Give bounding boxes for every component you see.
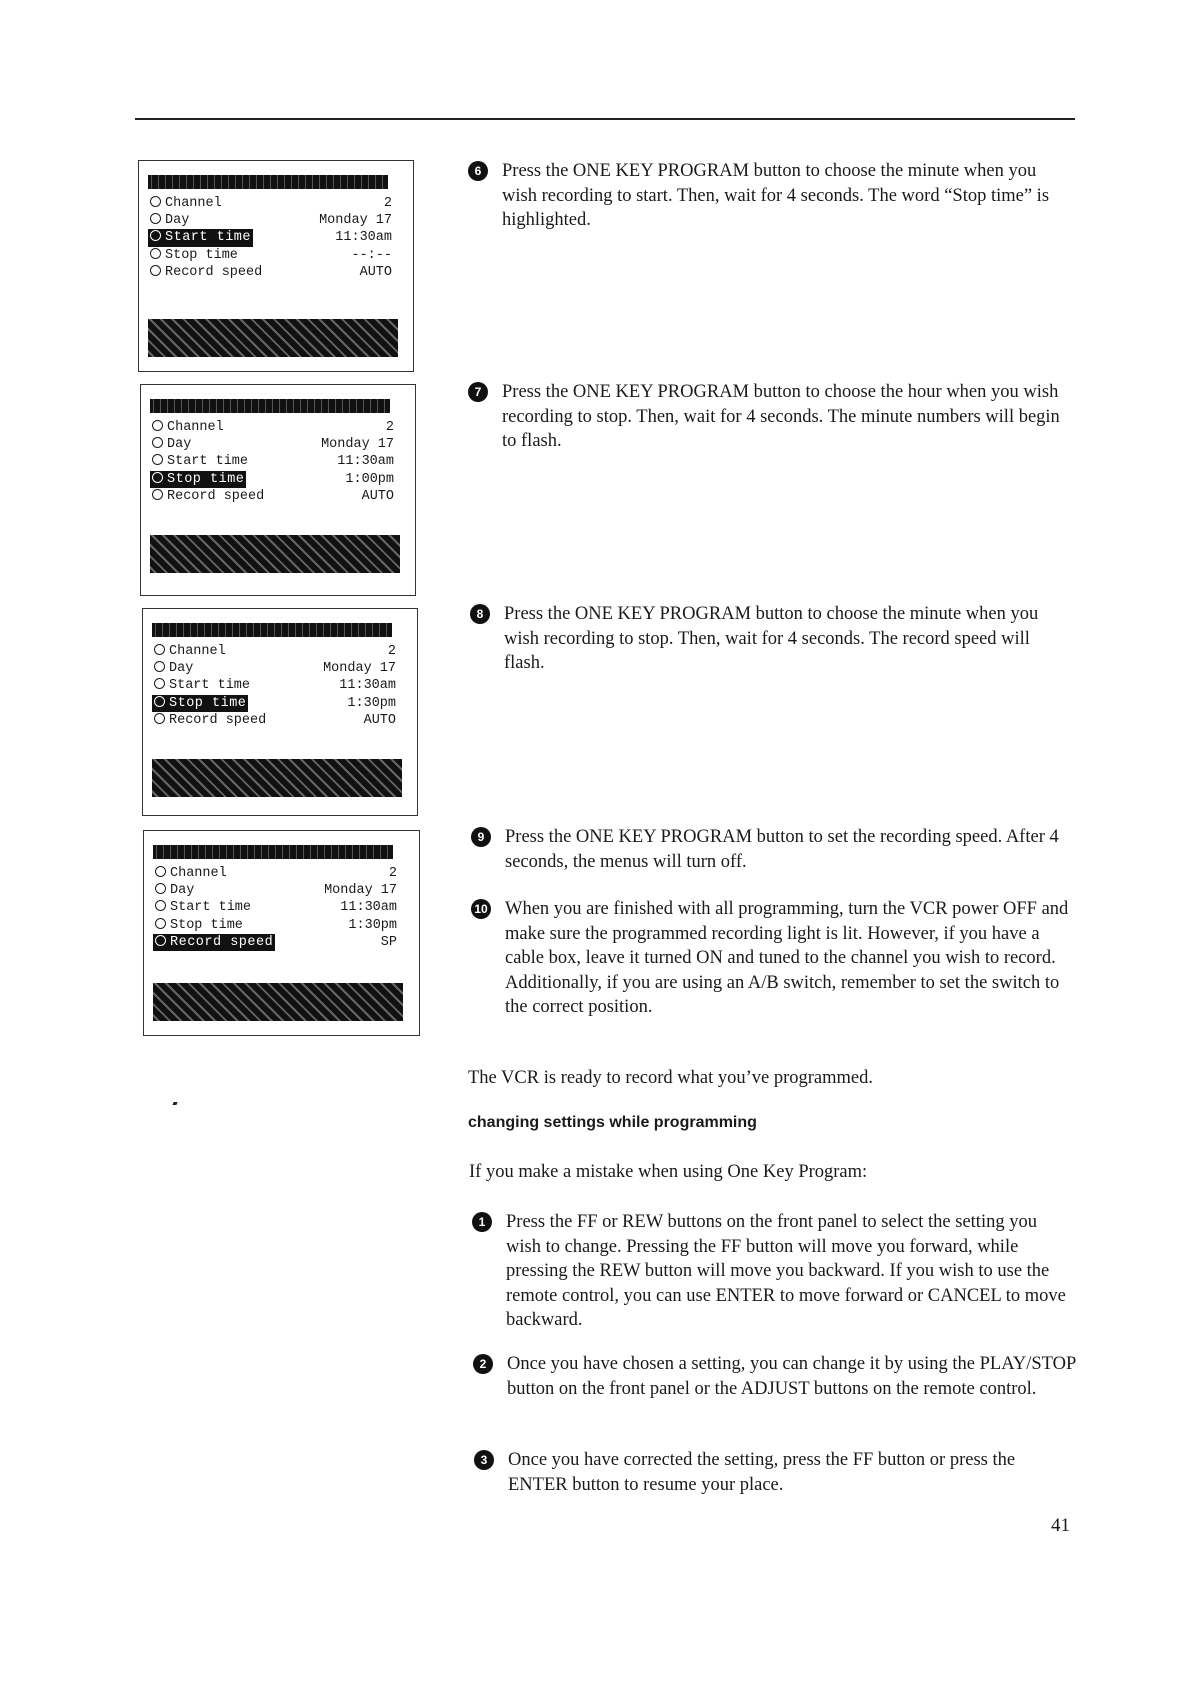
osd-menu	[153, 865, 403, 951]
bullet-icon	[150, 196, 161, 207]
fix-step-2	[479, 1352, 1077, 1401]
bullet-icon	[152, 454, 163, 465]
osd-title-bar	[150, 399, 390, 413]
menu-row-stop-time: Stop time --:--	[148, 247, 398, 264]
bullet-icon	[150, 248, 161, 259]
menu-row-start-time: Start time 11:30am	[152, 677, 402, 694]
section-heading: changing settings while programming	[468, 1114, 757, 1131]
mistake-intro: If you make a mistake when using One Key Program:	[469, 1162, 868, 1182]
step-number-icon: 8	[470, 604, 490, 624]
menu-row-day: Day Monday 17	[150, 436, 400, 453]
osd-screen	[142, 608, 418, 816]
page-number: 41	[1051, 1515, 1070, 1536]
step-text: Press the ONE KEY PROGRAM button to choose the minute when you wish recording to stop. Then, wait for 4 seconds. The record speed will flash.	[504, 604, 1039, 673]
menu-row-stop-time: Stop time 1:00pm	[150, 471, 400, 488]
osd-menu	[150, 419, 400, 505]
step-text: Press the ONE KEY PROGRAM button to set the recording speed. After 4 seconds, the menus will turn off.	[505, 827, 1059, 872]
bullet-icon	[155, 883, 166, 894]
bullet-icon	[155, 935, 166, 946]
fix-step-3	[480, 1448, 1068, 1497]
osd-menu	[152, 643, 402, 729]
step-text: Press the ONE KEY PROGRAM button to choose the minute when you wish recording to start. Then, wait for 4 seconds. The word “Stop time” is highlighted.	[502, 161, 1050, 230]
bullet-icon	[154, 661, 165, 672]
bullet-icon	[150, 265, 161, 276]
menu-row-day: Day Monday 17	[153, 882, 403, 899]
osd-menu	[148, 195, 398, 281]
bullet-icon	[154, 644, 165, 655]
osd-screen	[140, 384, 416, 596]
osd-title-bar	[152, 623, 392, 637]
step-number-icon: 3	[474, 1450, 494, 1470]
step-text: Press the ONE KEY PROGRAM button to choose the hour when you wish recording to stop. Then, wait for 4 seconds. The minute numbers will begin to flash.	[502, 382, 1060, 451]
step-number-icon: 6	[468, 161, 488, 181]
header-rule	[135, 118, 1075, 120]
osd-screen	[138, 160, 414, 372]
osd-screen	[143, 830, 420, 1036]
bullet-icon	[152, 489, 163, 500]
osd-instruction-banner	[152, 759, 402, 797]
bullet-icon	[152, 437, 163, 448]
menu-row-start-time: Start time 11:30am	[148, 229, 398, 246]
bullet-icon	[154, 696, 165, 707]
menu-row-channel: Channel 2	[152, 643, 402, 660]
menu-row-channel: Channel 2	[153, 865, 403, 882]
bullet-icon	[150, 213, 161, 224]
step-number-icon: 9	[471, 827, 491, 847]
step-number-icon: 1	[472, 1212, 492, 1232]
step-number-icon: 2	[473, 1354, 493, 1374]
bullet-icon	[152, 472, 163, 483]
step-number-icon: 7	[468, 382, 488, 402]
menu-row-channel: Channel 2	[148, 195, 398, 212]
bullet-icon	[155, 866, 166, 877]
menu-row-record-speed: Record speed AUTO	[150, 488, 400, 505]
bullet-icon	[155, 900, 166, 911]
menu-row-record-speed: Record speed AUTO	[152, 712, 402, 729]
step-number-icon: 10	[471, 899, 491, 919]
osd-instruction-banner	[153, 983, 403, 1021]
fix-step-1	[478, 1210, 1076, 1333]
osd-instruction-banner	[148, 319, 398, 357]
step-6	[474, 159, 1062, 233]
ready-text: The VCR is ready to record what you’ve programmed.	[468, 1068, 874, 1088]
menu-row-day: Day Monday 17	[148, 212, 398, 229]
menu-row-record-speed: Record speed SP	[153, 934, 403, 951]
bullet-icon	[155, 918, 166, 929]
menu-row-day: Day Monday 17	[152, 660, 402, 677]
menu-row-stop-time: Stop time 1:30pm	[152, 695, 402, 712]
bullet-icon	[150, 230, 161, 241]
menu-row-channel: Channel 2	[150, 419, 400, 436]
menu-row-start-time: Start time 11:30am	[150, 453, 400, 470]
bullet-icon	[154, 713, 165, 724]
step-8	[476, 602, 1064, 676]
osd-instruction-banner	[150, 535, 400, 573]
step-text: Once you have corrected the setting, press the FF button or press the ENTER button to resume your place.	[508, 1450, 1016, 1495]
menu-row-start-time: Start time 11:30am	[153, 899, 403, 916]
step-10	[474, 897, 1075, 1020]
bullet-icon	[152, 420, 163, 431]
step-7	[474, 380, 1062, 454]
stray-mark	[172, 1102, 177, 1105]
bullet-icon	[154, 678, 165, 689]
step-9	[477, 825, 1065, 874]
step-text: Once you have chosen a setting, you can change it by using the PLAY/STOP button on the front panel or the ADJUST buttons on the remote control.	[507, 1354, 1076, 1399]
step-text: Press the FF or REW buttons on the front panel to select the setting you wish to change. Pressing the FF button will move you forward, while pressing the REW button will move you backward. If you wish to use the remote control, you can use ENTER to move forward or CANCEL to move backward.	[506, 1212, 1066, 1330]
osd-title-bar	[153, 845, 393, 859]
osd-title-bar	[148, 175, 388, 189]
menu-row-stop-time: Stop time 1:30pm	[153, 917, 403, 934]
menu-row-record-speed: Record speed AUTO	[148, 264, 398, 281]
step-text: When you are finished with all programming, turn the VCR power OFF and make sure the programmed recording light is lit. However, if you have a cable box, leave it turned ON and tuned to the channel you wish to record. Additionally, if you are using an A/B switch, remember to set the switch to the correct position.	[505, 899, 1069, 1017]
